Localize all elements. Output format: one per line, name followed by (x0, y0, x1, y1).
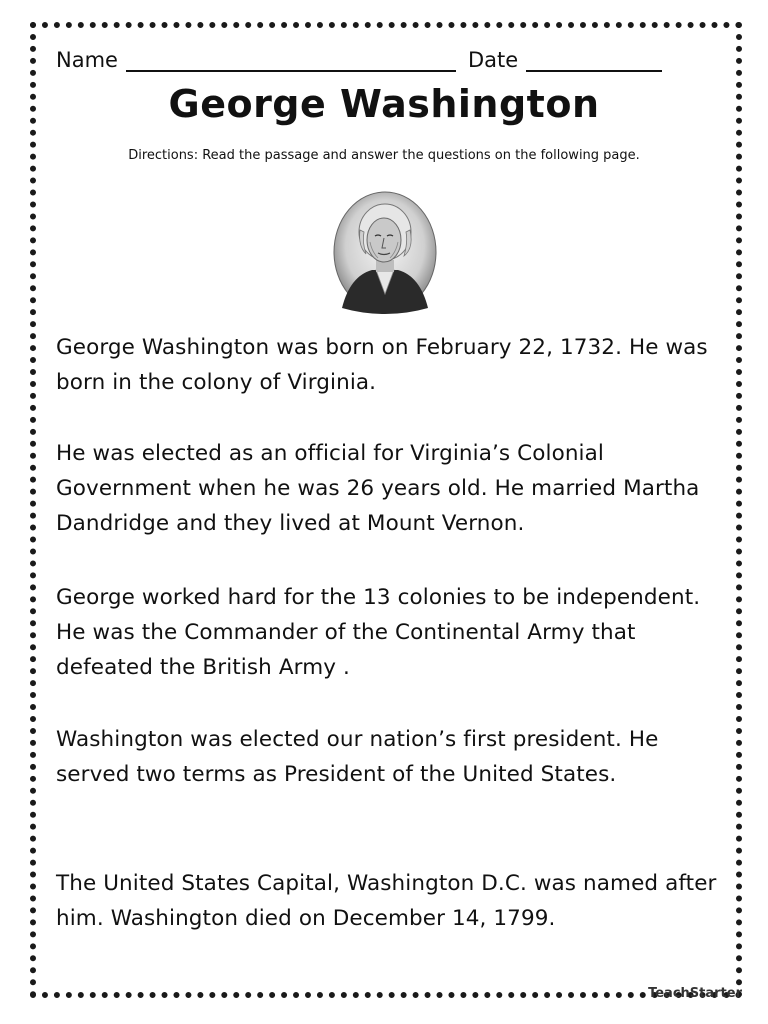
paragraph-birth: George Washington was born on February 22, 1732. He was born in the colony of Virginia. (56, 335, 708, 395)
date-label: Date (467, 48, 519, 72)
paragraph-legacy: The United States Capital, Washington D.C. was named after him. Washington died on December 14, 1799. (56, 871, 717, 931)
date-blank-line[interactable] (526, 48, 662, 72)
george-washington-portrait-icon (332, 190, 438, 318)
name-blank-line[interactable] (126, 48, 456, 72)
directions-text: Directions: Read the passage and answer the questions on the following page. (128, 148, 640, 163)
page-title: George Washington (168, 82, 600, 126)
name-date-row (56, 38, 676, 72)
name-label: Name (56, 48, 118, 72)
paragraph-presidency: Washington was elected our nation’s first president. He served two terms as President of the United States. (56, 727, 659, 787)
paragraph-independence: George worked hard for the 13 colonies to be independent. He was the Commander of the Continental Army that defeated the British Army . (56, 585, 701, 680)
teachstarter-logo: TeachStarter (648, 986, 742, 1001)
paragraph-early-career: He was elected as an official for Virginia’s Colonial Government when he was 26 years old. He married Martha Dandridge and they lived at Mount Vernon. (56, 441, 700, 536)
